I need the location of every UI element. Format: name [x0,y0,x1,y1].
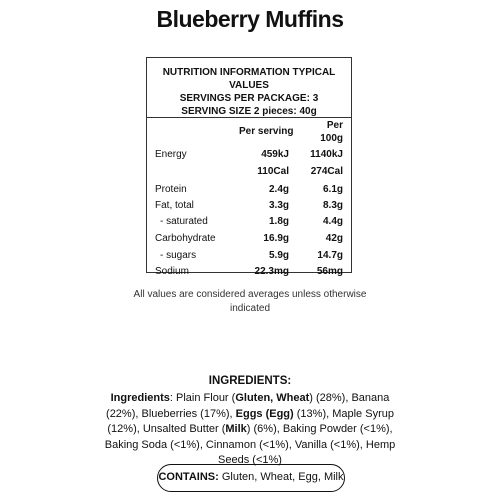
saturated-serving: 1.8g [268,216,289,227]
nutrition-panel-header [147,58,351,118]
row-label-protein: Protein [155,184,187,195]
col-header-per-serving: Per serving [239,126,294,137]
energy-cal-100g: 274Cal [310,166,343,177]
ingredients-text: ) (28%), Banana (22%), Blueberries (17%), [106,392,390,420]
ingredients-heading: INGREDIENTS: [208,375,292,387]
allergen-gluten-wheat: Gluten, Wheat [235,392,310,404]
energy-kj-100g: 1140kJ [310,149,343,160]
nutrition-heading: NUTRITION INFORMATION TYPICAL VALUES [162,67,336,91]
ingredients-text: (13%), Maple Syrup (12%), Unsalted Butter ( [107,407,394,435]
ingredients-label: Ingredients [110,392,170,404]
col-header-per-100g-line2: 100g [320,133,343,144]
serving-size: SERVING SIZE 2 pieces: 40g [181,106,317,117]
sugars-serving: 5.9g [268,250,289,261]
ingredients-list [100,391,400,469]
saturated-100g: 4.4g [322,216,343,227]
row-label-energy: Energy [155,149,187,160]
nutrition-panel [146,57,352,277]
ingredients-text: : Plain Flour ( [169,392,236,404]
row-label-sugars: - sugars [160,250,197,261]
protein-100g: 6.1g [322,184,343,195]
sugars-100g: 14.7g [317,250,343,261]
col-header-per-100g-line1: Per [326,120,343,131]
carbohydrate-serving: 16.9g [263,233,289,244]
averages-footnote: All values are considered averages unless otherwise indicated [133,289,367,314]
protein-serving: 2.4g [268,184,289,195]
energy-kj-serving: 459kJ [261,149,289,160]
allergen-eggs: Eggs (Egg) [235,407,294,420]
contains-value: Gluten, Wheat, Egg, Milk [218,471,344,483]
row-label-fat-total: Fat, total [155,200,194,211]
sodium-serving: 22.3mg [254,266,289,277]
fat-total-serving: 3.3g [268,200,289,211]
row-label-carbohydrate: Carbohydrate [155,233,216,244]
allergen-milk: Milk [225,423,247,435]
product-title: Blueberry Muffins [156,6,344,32]
row-label-saturated: - saturated [160,216,208,227]
energy-cal-serving: 110Cal [257,166,289,177]
carbohydrate-100g: 42g [325,233,343,244]
fat-total-100g: 8.3g [322,200,343,211]
row-label-sodium: Sodium [155,266,189,277]
contains-label: CONTAINS: [158,471,219,483]
servings-per-package: SERVINGS PER PACKAGE: 3 [179,93,319,104]
contains-badge [157,464,345,492]
ingredients-text: ) (6%), Baking Powder (<1%), Baking Soda (<1%), Cinnamon (<1%), Vanilla (<1%), Hemp Seeds (<1%) [104,423,396,466]
sodium-100g: 56mg [316,266,343,277]
